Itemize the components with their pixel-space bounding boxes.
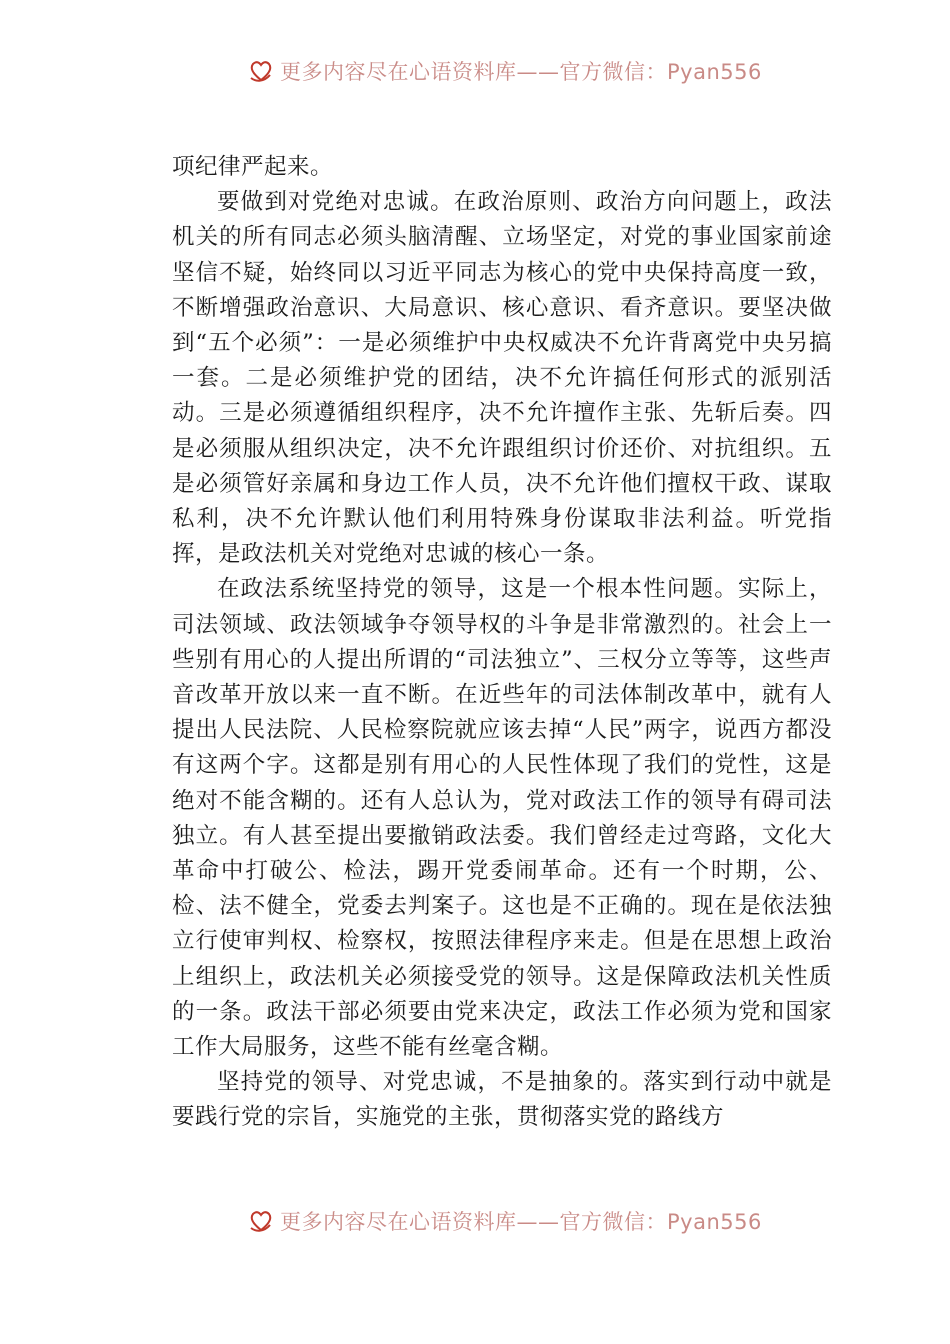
paragraph: 项纪律严起来。: [172, 154, 334, 180]
footer-banner-text: 更多内容尽在心语资料库——官方微信：Pyan556: [280, 1210, 762, 1234]
header-banner: [248, 56, 768, 86]
document-body: [172, 150, 832, 1136]
heart-logo-icon: [248, 58, 274, 84]
heart-logo-icon: [248, 1208, 274, 1234]
paragraph: 在政法系统坚持党的领导，这是一个根本性问题。实际上，司法领域、政法领域争夺领导权的斗争是非常激烈的。社会上一些别有用心的人提出所谓的“司法独立”、三权分立等等，这些声音改革开放以来一直不断。在近些年的司法体制改革中，就有人提出人民法院、人民检察院就应该去掉“人民”两字，说西方都没有这两个字。这都是别有用心的人民性体现了我们的党性，这是绝对不能含糊的。还有人总认为，党对政法工作的领导有碍司法独立。有人甚至提出要撤销政法委。我们曾经走过弯路，文化大革命中打破公、检法，踢开党委闹革命。还有一个时期，公、检、法不健全，党委去判案子。这也是不正确的。现在是依法独立行使审判权、检察权，按照法律程序来走。但是在思想上政治上组织上，政法机关必须接受党的领导。这是保障政法机关性质的一条。政法干部必须要由党来决定，政法工作必须为党和国家工作大局服务，这些不能有丝毫含糊。: [172, 576, 832, 1061]
paragraph: 要做到对党绝对忠诚。在政治原则、政治方向问题上，政法机关的所有同志必须头脑清醒、立场坚定，对党的事业国家前途坚信不疑，始终同以习近平同志为核心的党中央保持高度一致，不断增强政治意识、大局意识、核心意识、看齐意识。要坚决做到“五个必须”：一是必须维护中央权威决不允许背离党中央另搞一套。二是必须维护党的团结，决不允许搞任何形式的派别活动。三是必须遵循组织程序，决不允许擅作主张、先斩后奏。四是必须服从组织决定，决不允许跟组织讨价还价、对抗组织。五是必须管好亲属和身边工作人员，决不允许他们擅权干政、谋取私利，决不允许默认他们利用特殊身份谋取非法利益。听党指挥，是政法机关对党绝对忠诚的核心一条。: [172, 189, 832, 568]
header-banner-text: 更多内容尽在心语资料库——官方微信：Pyan556: [280, 60, 762, 84]
paragraph: 坚持党的领导、对党忠诚，不是抽象的。落实到行动中就是要践行党的宗旨，实施党的主张，贯彻落实党的路线方: [172, 1069, 832, 1131]
footer-banner: [248, 1206, 768, 1236]
